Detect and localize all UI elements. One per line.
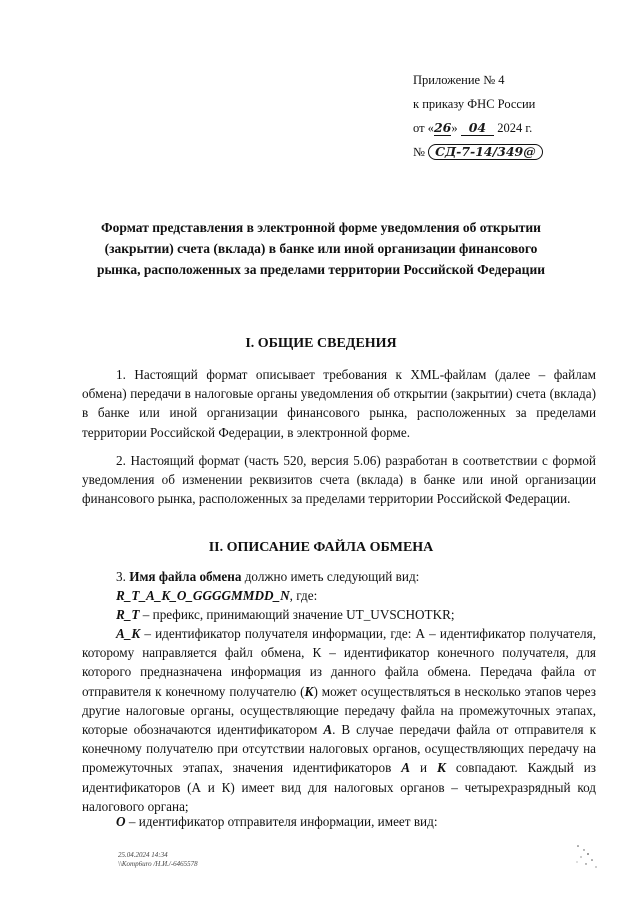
order-reference: к приказу ФНС России xyxy=(413,97,536,111)
handwritten-month: 04 xyxy=(461,121,494,136)
section-2-heading: II. ОПИСАНИЕ ФАЙЛА ОБМЕНА xyxy=(208,540,434,555)
section-1-heading: I. ОБЩИЕ СВЕДЕНИЯ xyxy=(245,336,397,351)
paragraph-2: 2. Настоящий формат (часть 520, версия 5.06) разработан в соответствии с формой уведомления об изменении реквизитов счета (вклада) в банке или иной организации финансового рынка, расположенных за пределами территории Российской Федерации. xyxy=(82,453,596,507)
recipient-id-definition: A_K – идентификатор получателя информации, где: А – идентификатор получателя, которому направляется файл обмена, К – идентификатор конечного получателя, для которого предназначена информация из данного файла обмена. Передача файла от отправителя к конечному получателю (К) может осуществляться в несколько этапов через другие налоговые органы, осуществляющие передачу файла на промежуточных этапах, которые обозначаются идентификатором А. В случае передачи файла от отправителя к конечному получателю при отсутствии налоговых органов, осуществляющих передачу на промежуточных этапах, значения идентификаторов А и К совпадают. Каждый из идентификаторов (А и К) имеет вид для налоговых органов – четырехразрядный код налогового органа; xyxy=(82,626,597,814)
handwritten-number: СД-7-14/349@ xyxy=(428,144,543,160)
paragraph-1: 1. Настоящий формат описывает требования к XML-файлам (далее – файлам обмена) передачи в налоговые органы уведомления об открытии (закрытии) счета (вклада) в банке или иной организации финансового рынка, расположенных за пределами территории Российской Федерации, в электронной форме. xyxy=(82,367,596,440)
handwritten-day: 26 xyxy=(433,120,452,135)
appendix-label: Приложение № 4 xyxy=(413,73,505,87)
document-title: Формат представления в электронной форме уведомления об открытии (закрытии) счета (вклада) в банке или иной организации финансового рынка, расположенных за пределами территории Российской Федерации xyxy=(96,220,546,277)
filename-pattern: R_T_A_K_O_GGGGMMDD_N xyxy=(116,588,290,603)
paragraph-3: 3. Имя файла обмена должно иметь следующий вид: xyxy=(116,569,420,584)
appendix-block xyxy=(413,68,543,164)
order-date: от «26» 04 2024 г. xyxy=(413,120,533,135)
sender-id-definition: O – идентификатор отправителя информации, имеет вид: xyxy=(116,814,438,829)
print-footer: 25.04.2024 14:34 \\Komp6uro /Н.И./-6465578 xyxy=(118,851,198,868)
filename-label: Имя файла обмена xyxy=(129,569,242,584)
scan-artifact-icon xyxy=(572,842,602,872)
filename-pattern-line: R_T_A_K_O_GGGGMMDD_N, где: xyxy=(116,588,318,603)
prefix-definition: R_T – префикс, принимающий значение UT_UVSCHOTKR; xyxy=(116,607,455,622)
order-number: № СД-7-14/349@ xyxy=(413,140,543,164)
